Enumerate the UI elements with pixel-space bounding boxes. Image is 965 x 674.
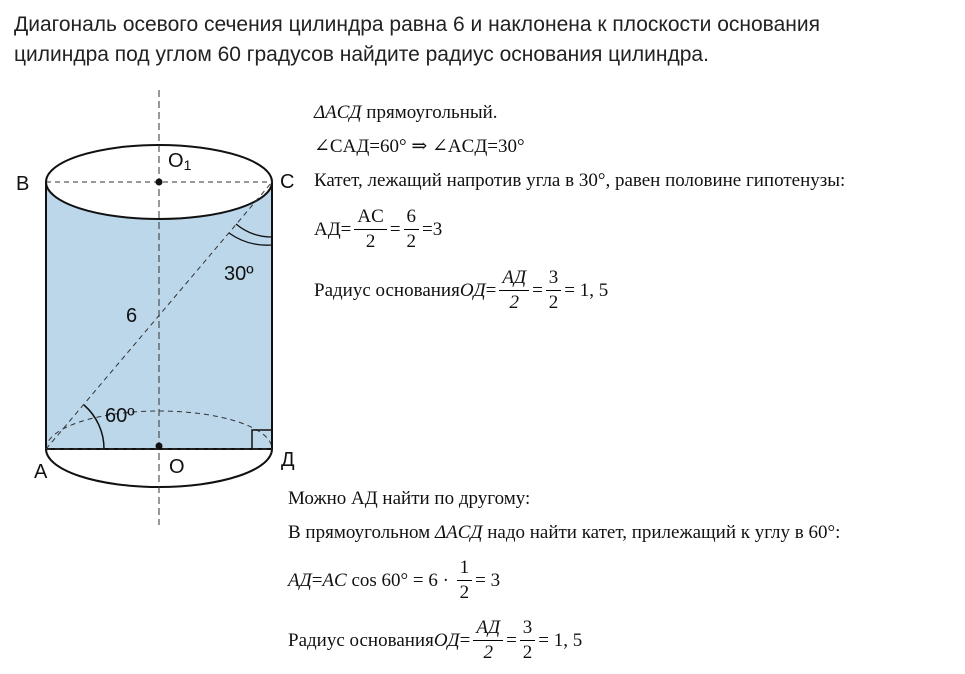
fraction-numerator: AД xyxy=(499,266,529,291)
angle-acd: ∠ACД=30° xyxy=(432,136,525,157)
solution-line-4 xyxy=(314,205,442,254)
label-angle-60: 60º xyxy=(105,405,135,427)
equals-sign: = xyxy=(389,218,401,240)
fraction-numerator: 6 xyxy=(404,205,420,230)
fraction-6-over-2 xyxy=(404,205,420,254)
solution-line-5 xyxy=(314,266,608,315)
label-b: B xyxy=(16,173,30,195)
equals-sign: = xyxy=(506,629,517,651)
fraction-denominator: 2 xyxy=(548,292,559,313)
triangle-acd: ΔACД xyxy=(314,102,362,123)
alternative-line-1: Можно AД найти по другому: xyxy=(288,488,531,509)
problem-line-1: Диагональ осевого сечения цилиндра равна 6 и наклонена к плоскости основания xyxy=(14,13,820,36)
cos-expression: cos 60° = 6 · xyxy=(346,569,454,591)
equals-sign: = xyxy=(311,569,323,591)
fraction-numerator: 1 xyxy=(457,556,473,581)
solution-line-1 xyxy=(314,102,498,124)
label-o: O xyxy=(169,456,185,478)
result-3: = 3 xyxy=(475,569,501,591)
equals-sign: = xyxy=(532,279,543,301)
fraction-numerator: 3 xyxy=(520,616,536,641)
label-c: C xyxy=(280,171,295,193)
od-symbol: OД xyxy=(459,279,486,301)
fraction-ad-over-2 xyxy=(499,266,529,315)
alternative-line-4 xyxy=(288,616,582,665)
label-angle-30: 30º xyxy=(224,263,254,285)
angle-cad: ∠CAД=60° xyxy=(314,136,407,157)
od-symbol: OД xyxy=(433,629,460,651)
fraction-numerator: 3 xyxy=(546,266,562,291)
fraction-1-over-2 xyxy=(457,556,473,605)
triangle-acd: ΔACД xyxy=(434,522,483,543)
label-o1-letter: O xyxy=(168,150,184,172)
equals-sign: = xyxy=(459,629,471,651)
alternative-line-2 xyxy=(288,522,840,544)
fraction-ad-over-2 xyxy=(473,616,503,665)
ad-symbol: AД xyxy=(288,569,312,591)
label-diagonal-length: 6 xyxy=(126,305,138,327)
implies-arrow: ⇒ xyxy=(406,136,433,157)
result-1-5: = 1, 5 xyxy=(538,629,583,651)
fraction-numerator: AC xyxy=(354,205,386,230)
label-d: Д xyxy=(281,449,295,471)
fraction-3-over-2 xyxy=(520,616,536,665)
fraction-denominator: 2 xyxy=(522,642,533,663)
fraction-numerator: AД xyxy=(473,616,503,641)
ad-lhs: AД= xyxy=(314,218,352,240)
ac-symbol: AC xyxy=(322,569,347,591)
point-o1 xyxy=(156,179,163,186)
point-o xyxy=(156,443,163,450)
fraction-denominator: 2 xyxy=(406,231,417,252)
label-o1-subscript: 1 xyxy=(183,157,192,173)
solution-line-2 xyxy=(314,135,525,158)
label-a: A xyxy=(34,461,48,483)
radius-label: Радиус основания xyxy=(314,279,460,301)
alt-pre-text: В прямоугольном xyxy=(288,522,435,543)
fraction-3-over-2 xyxy=(546,266,562,315)
alt-post-text: надо найти катет, прилежащий к углу в 60°: xyxy=(482,522,841,543)
alternative-line-3 xyxy=(288,556,500,605)
result-1-5: = 1, 5 xyxy=(564,279,609,301)
fraction-denominator: 2 xyxy=(509,292,519,313)
radius-label: Радиус основания xyxy=(288,629,434,651)
equals-sign: = xyxy=(485,279,497,301)
problem-line-2: цилиндра под углом 60 градусов найдите радиус основания цилиндра. xyxy=(14,43,709,66)
result-3: =3 xyxy=(422,218,443,240)
solution-line-3: Катет, лежащий напротив угла в 30°, равен половине гипотенузы: xyxy=(314,170,846,191)
fraction-denominator: 2 xyxy=(365,231,376,252)
solution-line-1-text: прямоугольный. xyxy=(361,102,498,123)
fraction-denominator: 2 xyxy=(459,582,470,603)
fraction-denominator: 2 xyxy=(483,642,493,663)
fraction-ac-over-2 xyxy=(354,205,386,254)
